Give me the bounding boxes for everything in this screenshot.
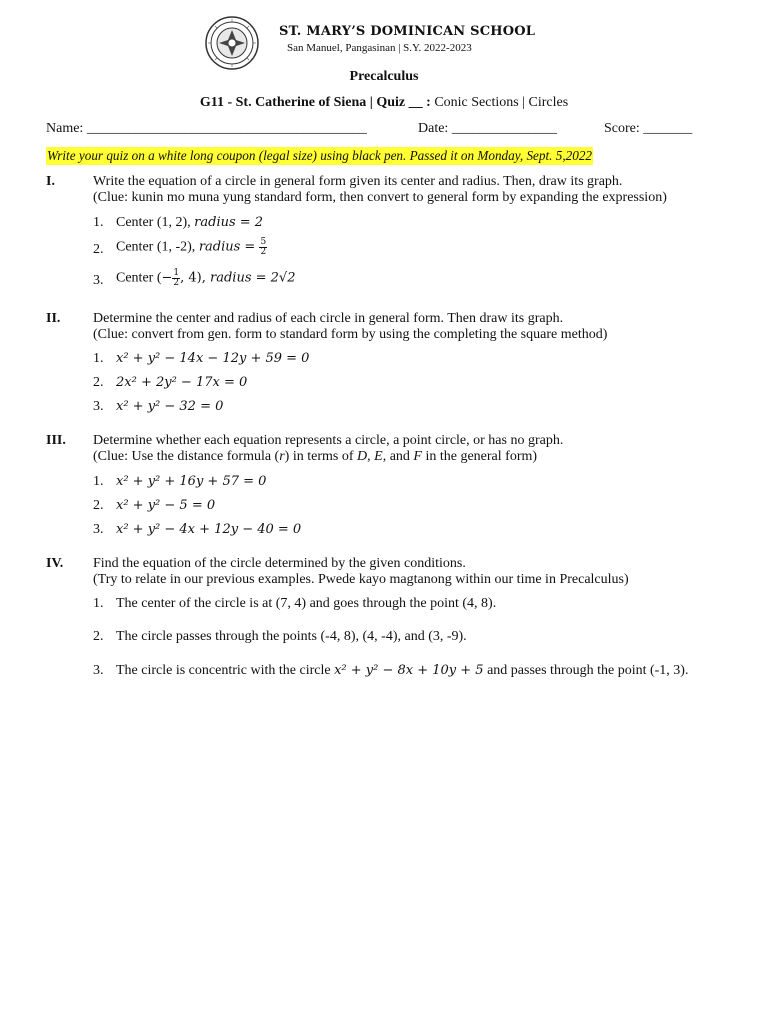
- school-name: ST. MARY’S DOMINICAN SCHOOL: [279, 24, 536, 39]
- section-number: III.: [46, 433, 66, 448]
- instruction-notice: Write your quiz on a white long coupon (legal size) using black pen. Passed it on Monday, Sept. 5,2022: [47, 148, 593, 163]
- section-clue: (Try to relate in our previous examples. Pwede kayo magtanong within our time in Precalculus): [93, 572, 629, 587]
- item-number: 1.: [93, 474, 104, 489]
- clue-var: r: [279, 449, 285, 464]
- date-field: Date: _______________: [418, 121, 557, 136]
- item-number: 1.: [93, 215, 104, 230]
- item-math: x² + y² − 32 = 0: [116, 399, 224, 414]
- fraction-denominator: 2: [260, 247, 267, 257]
- section-clue: (Clue: kunin mo muna yung standard form, then convert to general form by expanding the expression): [93, 190, 667, 205]
- item-math: , 4),: [180, 270, 210, 286]
- item-number: 1.: [93, 351, 104, 366]
- item-number: 1.: [93, 596, 104, 611]
- item-number: 3.: [93, 522, 104, 537]
- item-text: Center (1, 2),: [116, 215, 195, 230]
- item-math: radius = 2: [194, 215, 264, 230]
- section-number: II.: [46, 311, 61, 326]
- item-text: The center of the circle is at (7, 4) and goes through the point (4, 8).: [116, 596, 497, 611]
- item-fraction: [172, 269, 180, 288]
- list-item: [116, 215, 263, 231]
- item-text: The circle is concentric with the circle: [116, 663, 335, 678]
- quiz-title-bold: G11 - St. Catherine of Siena | Quiz __ :: [199, 95, 431, 110]
- fraction-numerator: 1: [173, 268, 180, 278]
- clue-text: ) in terms of: [284, 449, 357, 464]
- clue-text: in the general form): [421, 449, 538, 464]
- section-number: IV.: [46, 556, 64, 571]
- section-clue: [93, 449, 537, 465]
- school-address: San Manuel, Pangasinan | S.Y. 2022-2023: [287, 42, 472, 54]
- item-math-sign: −: [161, 270, 173, 286]
- list-item: [116, 269, 295, 288]
- fraction-numerator: 5: [260, 237, 267, 247]
- section-instruction: Determine the center and radius of each circle in general form. Then draw its graph.: [93, 311, 564, 326]
- item-number: 2.: [93, 498, 104, 513]
- section-instruction: Determine whether each equation represents a circle, a point circle, or has no graph.: [93, 433, 564, 448]
- item-number: 3.: [93, 663, 104, 678]
- school-seal-icon: [205, 16, 259, 70]
- item-number: 2.: [93, 242, 104, 257]
- fraction-denominator: 2: [173, 278, 180, 288]
- section-instruction: Write the equation of a circle in general form given its center and radius. Then, draw its graph.: [93, 174, 623, 189]
- clue-text: ,: [367, 449, 375, 464]
- clue-var: E: [374, 449, 383, 464]
- item-math: x² + y² − 8x + 10y + 5: [334, 663, 484, 678]
- list-item: [116, 663, 688, 679]
- item-math: radius = 2√2: [210, 270, 296, 286]
- item-fraction: [259, 238, 267, 257]
- subject-title: Precalculus: [349, 69, 419, 84]
- score-field: Score: _______: [604, 121, 693, 136]
- item-math: x² + y² − 5 = 0: [116, 498, 216, 513]
- clue-var: F: [413, 449, 422, 464]
- item-text: The circle passes through the points (-4, 8), (4, -4), and (3, -9).: [116, 629, 467, 644]
- item-math: radius =: [198, 239, 260, 255]
- section-number: I.: [46, 174, 55, 189]
- item-number: 2.: [93, 629, 104, 644]
- item-number: 3.: [93, 399, 104, 414]
- item-number: 3.: [93, 273, 104, 288]
- item-text: Center (: [116, 270, 162, 286]
- clue-text: (Clue: Use the distance formula (: [93, 449, 280, 464]
- item-math: x² + y² + 16y + 57 = 0: [116, 474, 267, 489]
- clue-var: D: [357, 449, 368, 464]
- item-text: Center (1, -2),: [116, 239, 199, 255]
- clue-text: , and: [382, 449, 414, 464]
- list-item: [116, 238, 267, 257]
- item-text: and passes through the point (-1, 3).: [483, 663, 689, 678]
- section-clue: (Clue: convert from gen. form to standard form by using the completing the square method): [93, 327, 608, 342]
- item-math: x² + y² − 4x + 12y − 40 = 0: [116, 522, 302, 537]
- name-field: Name: ________________________________________: [46, 121, 367, 136]
- quiz-title: [0, 95, 768, 111]
- item-number: 2.: [93, 375, 104, 390]
- item-math: x² + y² − 14x − 12y + 59 = 0: [116, 351, 310, 366]
- item-math: 2x² + 2y² − 17x = 0: [116, 375, 248, 390]
- quiz-title-topic: Conic Sections | Circles: [430, 95, 569, 110]
- section-instruction: Find the equation of the circle determined by the given conditions.: [93, 556, 466, 571]
